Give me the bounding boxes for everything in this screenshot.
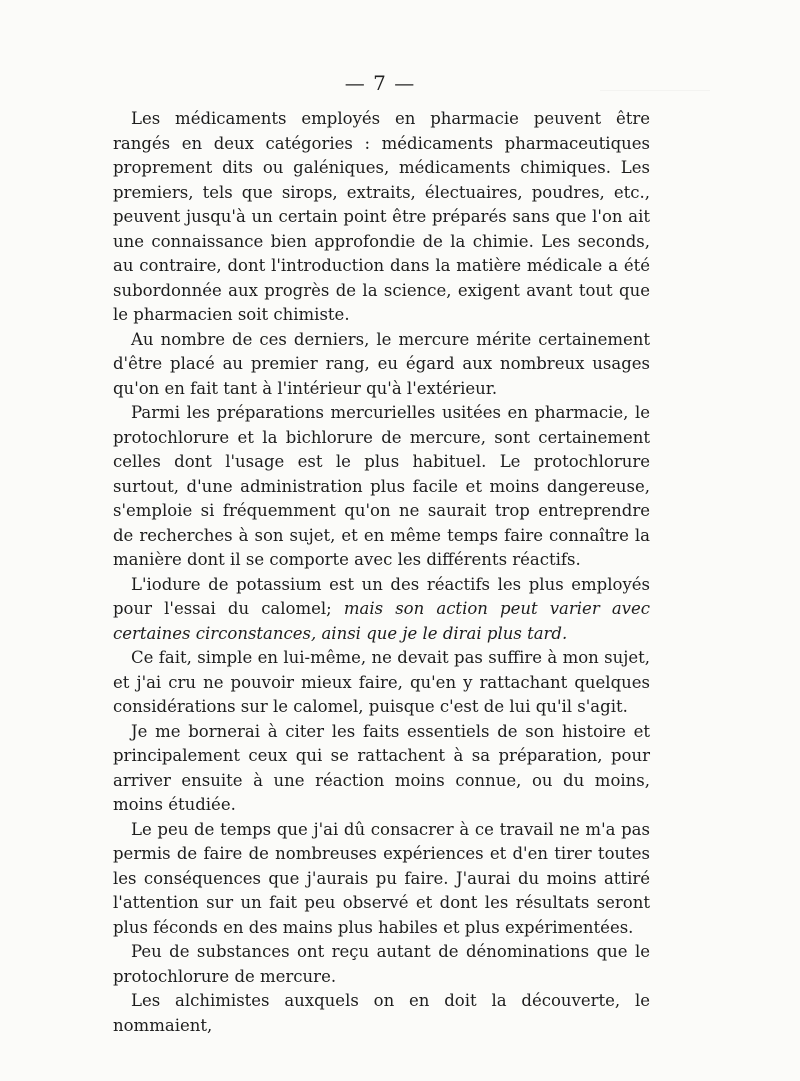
- paragraph-9: [113, 989, 650, 1038]
- paragraph-6: [113, 720, 650, 818]
- paragraph-text: Parmi les préparations mercurielles usitées en pharmacie, le protochlorure et la bichlorure de mercure, sont certainement celles dont l'usage est le plus habituel. Le protochlorure surtout, d'une administration plus facile et moins dangereuse, s'emploie si fréquemment qu'on ne saurait trop entreprendre de recherches à son sujet, et en même temps faire connaître la manière dont il se comporte avec les différents réactifs.: [113, 403, 650, 569]
- paragraph-text: Le peu de temps que j'ai dû consacrer à ce travail ne m'a pas permis de faire de nombreuses expériences et d'en tirer toutes les conséquences que j'aurais pu faire. J'aurai du moins attiré l'attention sur un fait peu observé et dont les résultats seront plus féconds en des mains plus habiles et plus expérimentées.: [113, 819, 650, 937]
- paragraph-7: [113, 818, 650, 941]
- paragraph-8: [113, 940, 650, 989]
- page-number: — 7 —: [344, 71, 416, 95]
- paragraph-5: [113, 646, 650, 720]
- paragraph-2: [113, 328, 650, 402]
- paragraph-1: [113, 107, 650, 328]
- paragraph-3: [113, 401, 650, 573]
- paragraph-text: Ce fait, simple en lui-même, ne devait pas suffire à mon sujet, et j'ai cru ne pouvoir mieux faire, qu'en y rattachant quelques considérations sur le calomel, puisque c'est de lui qu'il s'agit.: [113, 648, 650, 716]
- italic-note: mais son action peut varier avec certaines circonstances, ainsi que je le dirai plus tard.: [113, 599, 650, 643]
- paragraph-text: Je me bornerai à citer les faits essentiels de son histoire et principalement ceux qui se rattachent à sa préparation, pour arriver ensuite à une réaction moins connue, ou du moins, moins étudiée.: [113, 721, 650, 814]
- body-text: [113, 107, 650, 1038]
- paragraph-text: Peu de substances ont reçu autant de dénominations que le protochlorure de mercure.: [113, 942, 650, 986]
- paragraph-text: L'iodure de potassium est un des réactifs les plus employés pour l'essai du calomel;: [113, 574, 650, 618]
- paragraph-4: [113, 573, 650, 647]
- paragraph-text: Les alchimistes auxquels on en doit la découverte, le nommaient,: [113, 991, 650, 1035]
- paragraph-text: Les médicaments employés en pharmacie peuvent être rangés en deux catégories : médicaments pharmaceutiques proprement dits ou galéniques, médicaments chimiques. Les premiers, tels que sirops, extraits, électuaires, poudres, etc., peuvent jusqu'à un certain point être préparés sans que l'on ait une connaissance bien approfondie de la chimie. Les seconds, au contraire, dont l'introduction dans la matière médicale a été subordonnée aux progrès de la science, exigent avant tout que le pharmacien soit chimiste.: [113, 109, 650, 324]
- paragraph-text: Au nombre de ces derniers, le mercure mérite certainement d'être placé au premier rang, eu égard aux nombreux usages qu'on en fait tant à l'intérieur qu'à l'extérieur.: [113, 329, 650, 398]
